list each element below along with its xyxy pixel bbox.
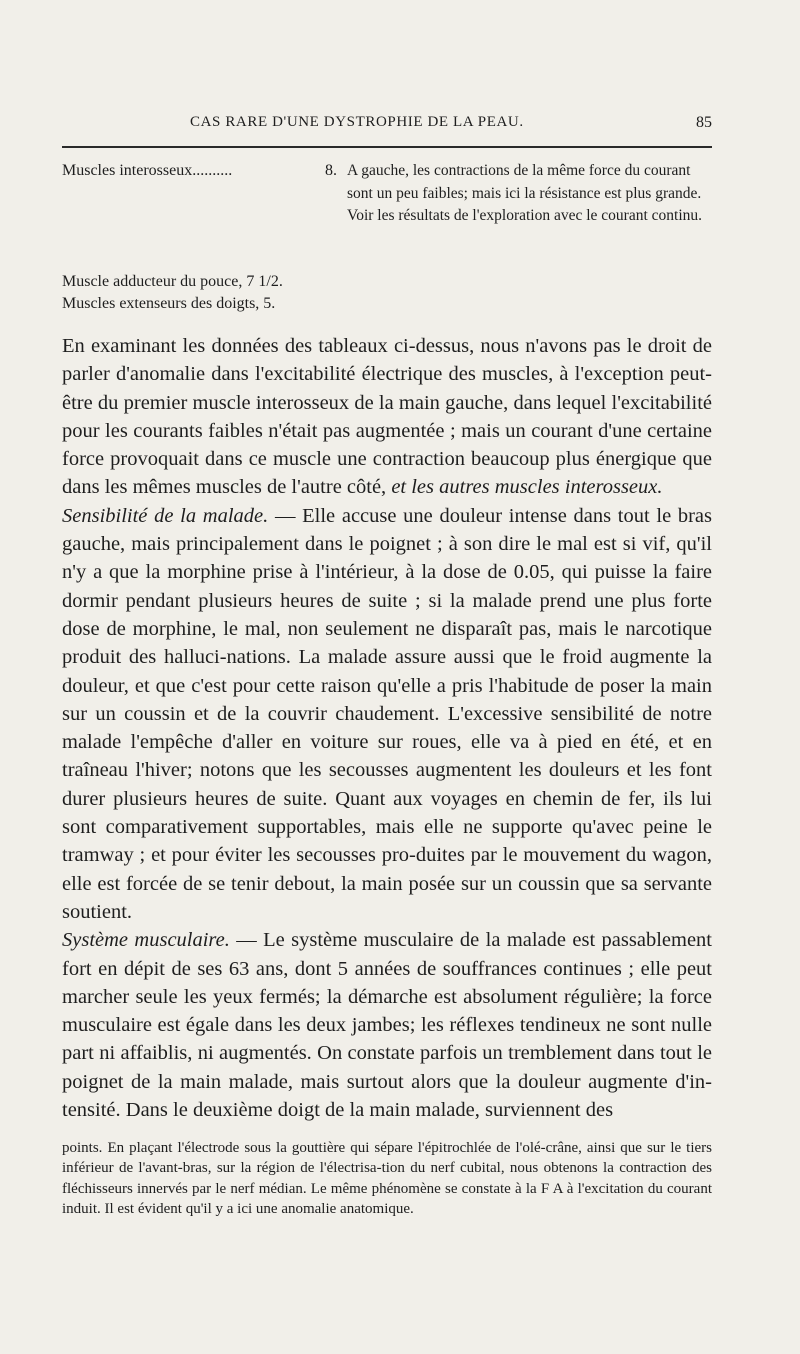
section-heading-sensibilite: Sensibilité de la malade. <box>62 504 269 527</box>
table-row-note-interosseux: A gauche, les contractions de la même force du courant sont un peu faibles; mais ici la résistance est plus grande. Voir les résultats de l'exploration avec le courant continu. <box>347 162 703 224</box>
paragraph-sensibilite <box>62 502 712 926</box>
page-number: 85 <box>696 114 712 131</box>
body-text <box>62 332 712 1124</box>
paragraph-systeme <box>62 926 712 1124</box>
running-header <box>62 114 712 138</box>
header-title: CAS RARE D'UNE DYSTROPHIE DE LA PEAU. <box>190 114 524 130</box>
paragraph-examen <box>62 332 712 502</box>
paragraph-sensibilite-text: — Elle accuse une douleur intense dans tout le bras gauche, mais principalement dans le poignet ; à son dire le mal est si vif, qu'il n'y a que la morphine prise à l'intérieur, à la dose de 0.05, qui puisse la faire dormir pendant plusieurs heures de suite ; si la malade prend une plus forte dose de morphine, le mal, non seulement ne disparaît pas, mais le narcotique produit des halluci-nations. La malade assure aussi que le froid augmente la douleur, et que c'est pour cette raison qu'elle a pris l'habitude de poser la main sur un coussin et de la couvrir chaudement. L'excessive sensibilité de notre malade l'empêche d'aller en voiture sur roues, elle va à pied en été, et en traîneau l'hiver; notons que les secousses augmentent les douleurs et les font durer plusieurs heures de suite. Quant aux voyages en chemin de fer, ils lui sont comparativement supportables, mais elle ne supporte qu'avec peine le tramway ; et pour éviter les secousses pro-duites par le mouvement du wagon, elle est forcée de se tenir debout, la main posée sur un coussin que sa servante soutient. <box>62 504 713 923</box>
header-rule <box>62 146 712 148</box>
paragraph-examen-emphasis: et les autres muscles interosseux. <box>391 476 663 499</box>
table-row-extenseurs: Muscles extenseurs des doigts, 5. <box>62 295 276 312</box>
table-row-value-interosseux: 8. <box>325 162 337 179</box>
table-row-adducteur: Muscle adducteur du pouce, 7 1/2. <box>62 273 283 290</box>
paragraph-examen-text: En examinant les données des tableaux ci-dessus, nous n'avons pas le droit de parler d'anomalie dans l'excitabilité électrique des muscles, à l'exception peut-être du premier muscle interosseux de la main gauche, dans lequel l'excitabilité pour les courants faibles n'était pas augmentée ; mais un courant d'une certaine force provoquait dans ce muscle une contraction beaucoup plus énergique que dans les mêmes muscles de l'autre côté, <box>62 335 712 499</box>
table-row-label-interosseux: Muscles interosseux.......... <box>62 162 233 179</box>
section-heading-systeme: Système musculaire. <box>62 929 230 952</box>
paragraph-systeme-text: — Le système musculaire de la malade est passablement fort en dépit de ses 63 ans, dont 5 années de souffrances continues ; elle peut marcher seule les yeux fermés; la démarche est absolument régulière; la force musculaire est égale dans les deux jambes; les réflexes tendineux ne sont nulle part ni affaiblis, ni augmentés. On constate parfois un tremblement dans tout le poignet de la main malade, mais surtout alors que la douleur augmente d'in-tensité. Dans le deuxième doigt de la main malade, surviennent des <box>62 929 712 1122</box>
footnote: points. En plaçant l'électrode sous la gouttière qui sépare l'épitrochlée de l'olé-crâne, ainsi que sur le tiers inférieur de l'avant-bras, sur la région de l'électrisa-tion du nerf cubital, nous obtenons la contraction des fléchisseurs innervés par le nerf médian. Le même phénomène se constate à la F A à l'excitation du courant induit. Il est évident qu'il y a ici une anomalie anatomique. <box>62 1140 712 1217</box>
